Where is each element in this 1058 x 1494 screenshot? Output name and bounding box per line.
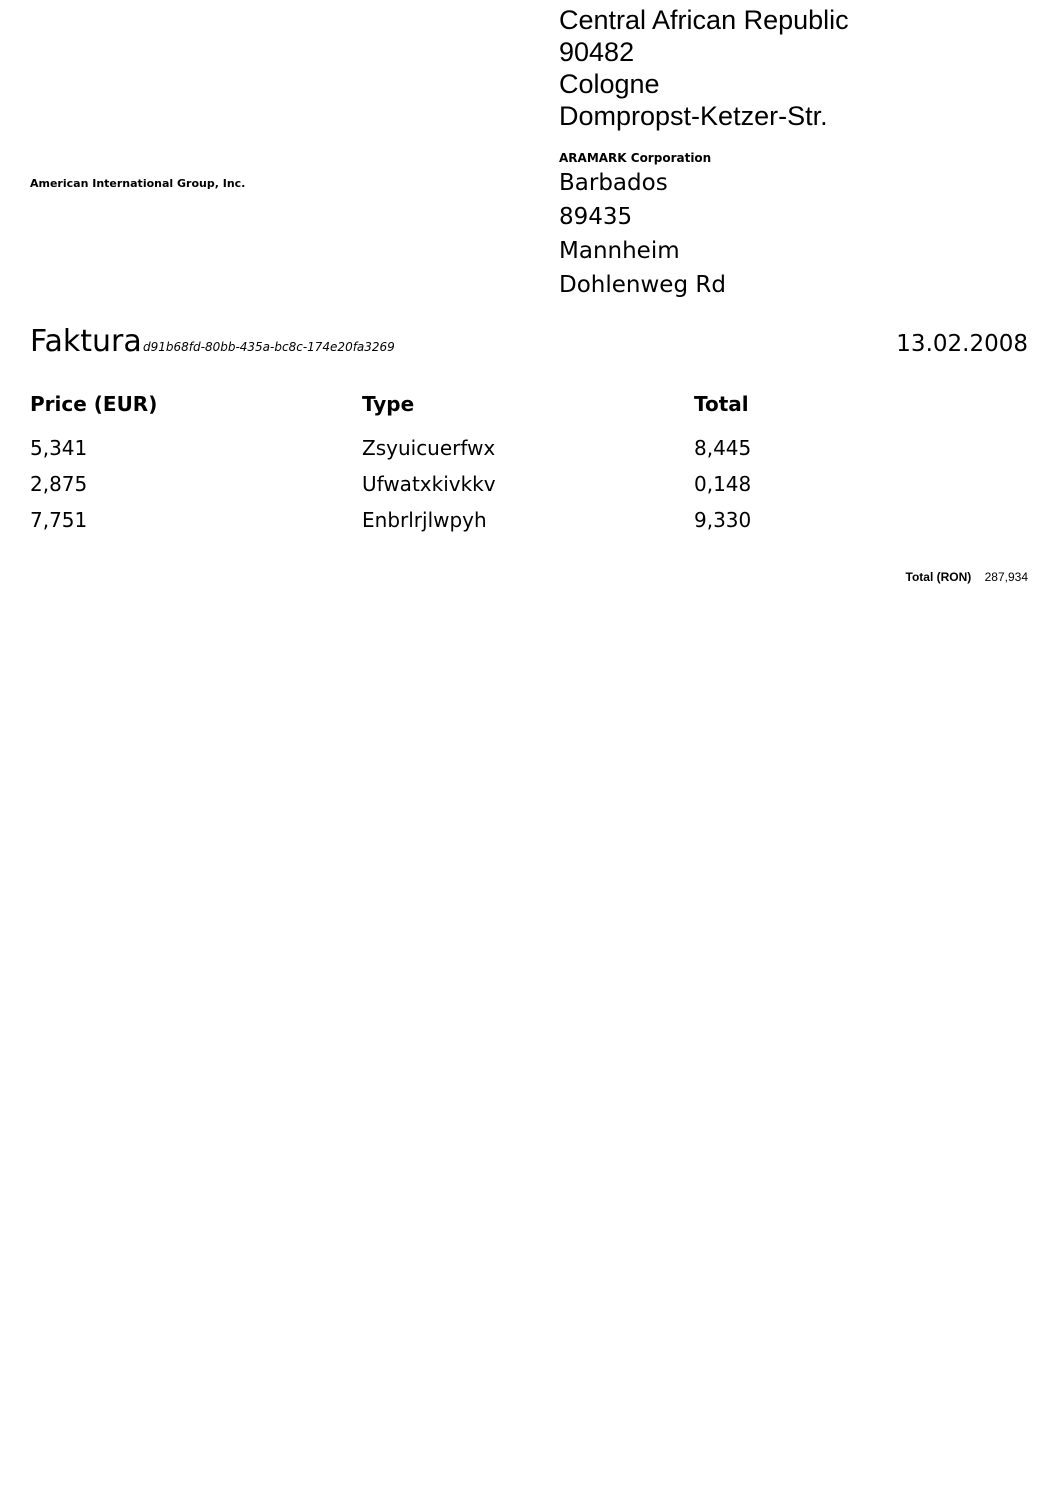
sender-company: American International Group, Inc. bbox=[30, 177, 246, 190]
cell-total: 9,330 bbox=[694, 508, 752, 532]
cell-price: 2,875 bbox=[30, 472, 88, 496]
cell-price: 5,341 bbox=[30, 436, 88, 460]
table-row bbox=[30, 466, 1028, 502]
cell-type: Enbrlrjlwpyh bbox=[362, 508, 487, 532]
invoice-id: d91b68fd-80bb-435a-bc8c-174e20fa3269 bbox=[143, 340, 395, 354]
cell-total: 8,445 bbox=[694, 436, 752, 460]
cell-price: 7,751 bbox=[30, 508, 88, 532]
line-items-table bbox=[30, 388, 1028, 538]
column-header-price: Price (EUR) bbox=[30, 392, 158, 416]
invoice-title: Faktura bbox=[30, 324, 142, 359]
table-row bbox=[30, 502, 1028, 538]
recipient-block bbox=[559, 150, 1029, 302]
table-row bbox=[30, 430, 1028, 466]
grand-total-label: Total (RON) bbox=[905, 570, 972, 584]
recipient-country: Barbados bbox=[559, 170, 668, 196]
sender-address bbox=[559, 4, 1029, 132]
column-header-type: Type bbox=[362, 392, 415, 416]
invoice-date: 13.02.2008 bbox=[896, 331, 1028, 357]
recipient-street: Dohlenweg Rd bbox=[559, 272, 726, 298]
cell-total: 0,148 bbox=[694, 472, 752, 496]
grand-total-value: 287,934 bbox=[984, 570, 1028, 584]
grand-total bbox=[906, 569, 1029, 585]
cell-type: Zsyuicuerfwx bbox=[362, 436, 496, 460]
sender-city: Cologne bbox=[559, 69, 660, 99]
sender-country: Central African Republic bbox=[559, 5, 849, 35]
recipient-postal-code: 89435 bbox=[559, 204, 633, 230]
column-header-total: Total bbox=[694, 392, 749, 416]
recipient-city: Mannheim bbox=[559, 238, 680, 264]
sender-street: Dompropst-Ketzer-Str. bbox=[559, 101, 828, 131]
sender-postal-code: 90482 bbox=[559, 37, 635, 67]
cell-type: Ufwatxkivkkv bbox=[362, 472, 496, 496]
recipient-company: ARAMARK Corporation bbox=[559, 151, 712, 165]
table-header-row bbox=[30, 388, 1028, 430]
invoice-header bbox=[30, 322, 1028, 366]
